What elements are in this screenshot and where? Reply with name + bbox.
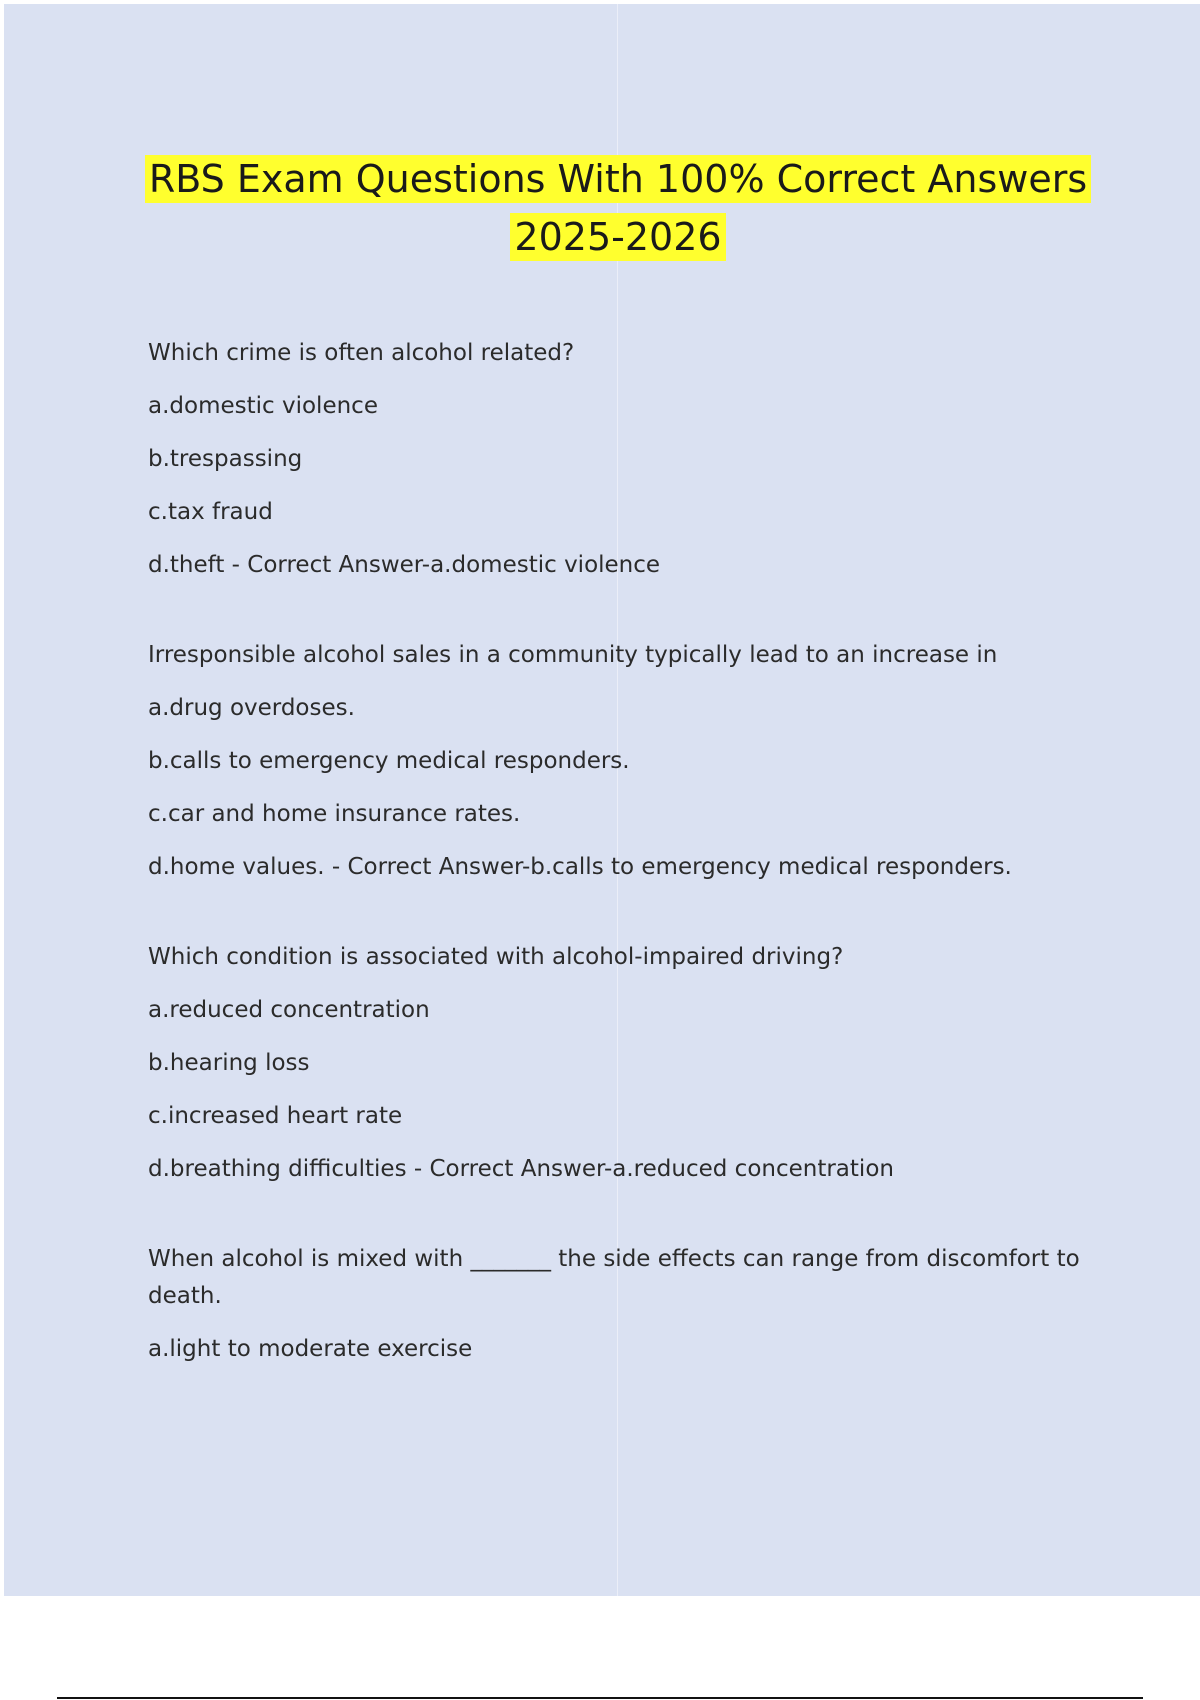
document-title bbox=[0, 150, 1200, 266]
question-block bbox=[148, 939, 1088, 1188]
answer-option-c: c.increased heart rate bbox=[148, 1103, 403, 1129]
question-text: Irresponsible alcohol sales in a community typically lead to an increase in bbox=[148, 642, 998, 668]
question-text: Which crime is often alcohol related? bbox=[148, 340, 575, 366]
answer-option-d-with-correct-answer: d.home values. - Correct Answer-b.calls to emergency medical responders. bbox=[148, 854, 1012, 880]
answer-option-c: c.tax fraud bbox=[148, 499, 273, 525]
title-line-1: RBS Exam Questions With 100% Correct Answers bbox=[145, 155, 1091, 203]
answer-option-b: b.calls to emergency medical responders. bbox=[148, 748, 630, 774]
question-text: When alcohol is mixed with _______ the side effects can range from discomfort to death. bbox=[148, 1246, 1080, 1309]
answer-option-a: a.domestic violence bbox=[148, 393, 378, 419]
answer-option-c: c.car and home insurance rates. bbox=[148, 801, 521, 827]
answer-option-b: b.trespassing bbox=[148, 446, 303, 472]
answer-option-a: a.light to moderate exercise bbox=[148, 1336, 473, 1362]
questions-list bbox=[148, 335, 1088, 1421]
answer-option-d-with-correct-answer: d.breathing difficulties - Correct Answer-a.reduced concentration bbox=[148, 1156, 894, 1182]
answer-option-a: a.reduced concentration bbox=[148, 997, 430, 1023]
answer-option-a: a.drug overdoses. bbox=[148, 695, 355, 721]
question-block bbox=[148, 637, 1088, 886]
title-line-2: 2025-2026 bbox=[510, 213, 725, 261]
answer-option-b: b.hearing loss bbox=[148, 1050, 310, 1076]
question-block bbox=[148, 1241, 1088, 1368]
question-block bbox=[148, 335, 1088, 584]
answer-option-d-with-correct-answer: d.theft - Correct Answer-a.domestic violence bbox=[148, 552, 661, 578]
bottom-divider bbox=[57, 1697, 1143, 1699]
question-text: Which condition is associated with alcohol-impaired driving? bbox=[148, 944, 844, 970]
